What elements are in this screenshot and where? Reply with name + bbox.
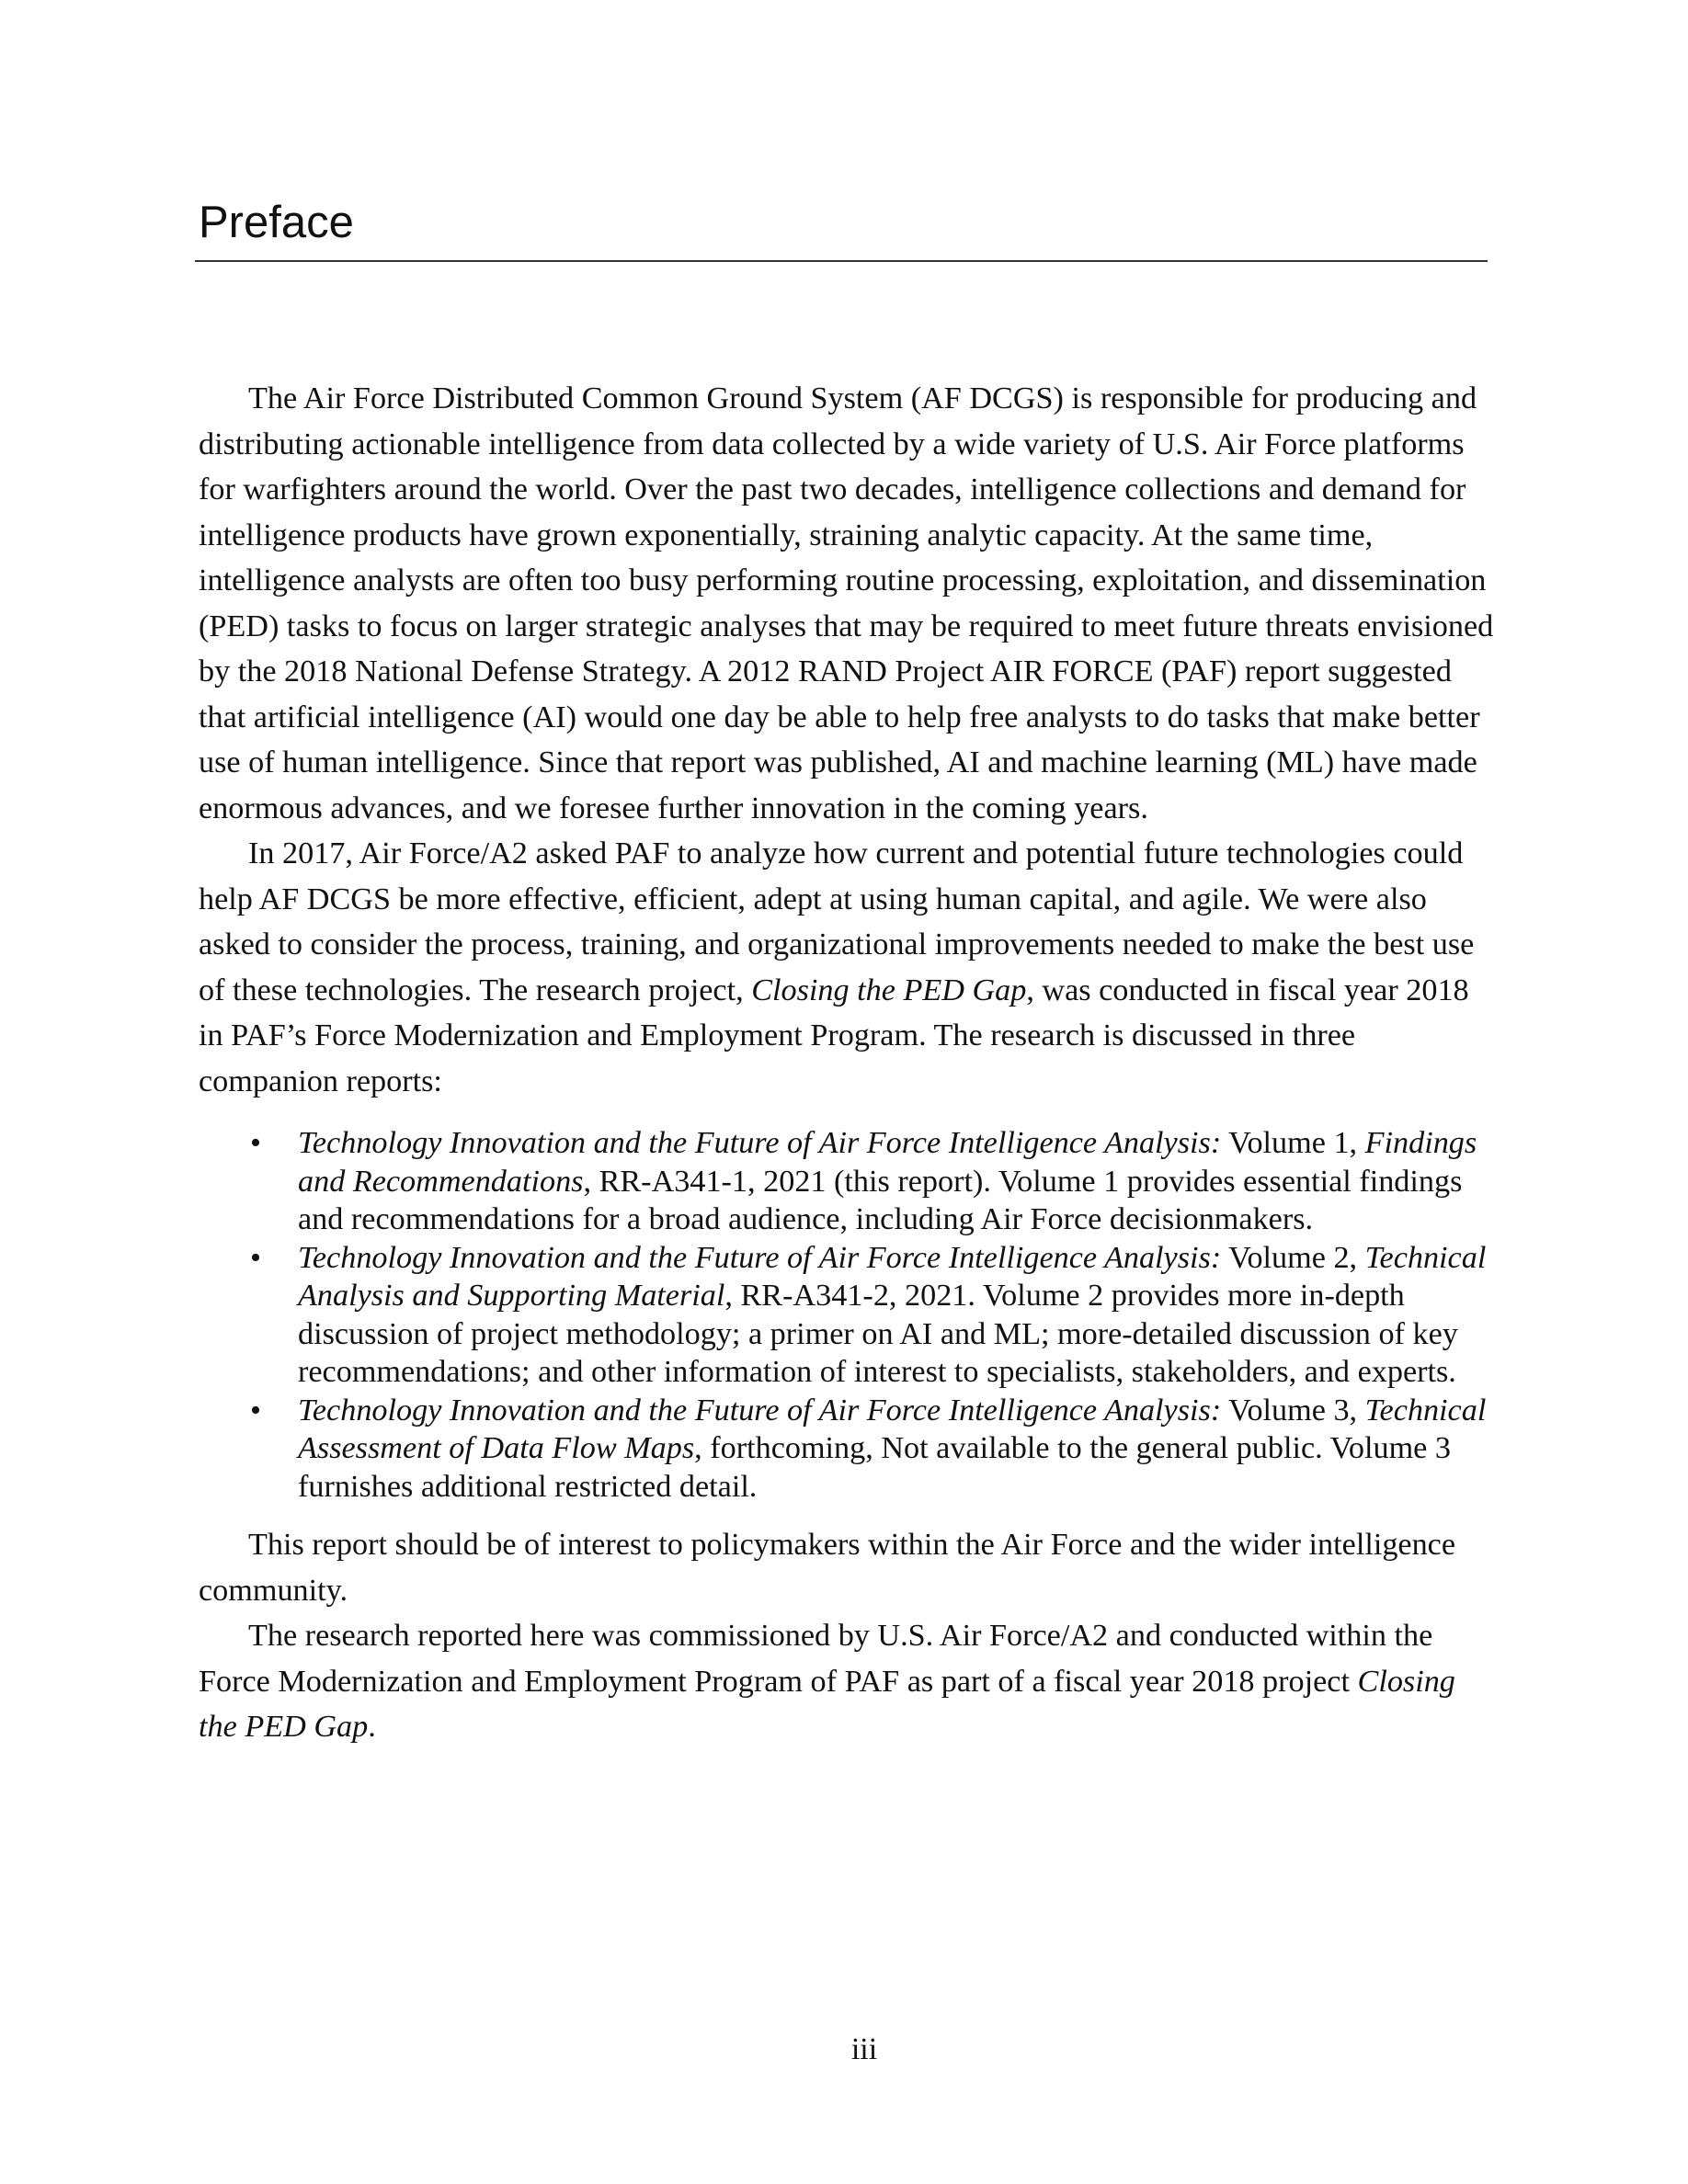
- report-details: , RR-A341-2, 2021. Volume 2 provides more in-depth discussion of project methodology; a primer on AI and ML; more-detailed discussion of key recommendations; and other information of interest to specialists, stakeholders, and experts.: [298, 1279, 1458, 1389]
- page-number: iii: [850, 2032, 878, 2066]
- report-series-title: Technology Innovation and the Future of Air Force Intelligence Analysis:: [298, 1240, 1222, 1275]
- bullet-icon: •: [250, 1126, 261, 1160]
- report-volume: Volume 2,: [1221, 1240, 1365, 1275]
- companion-report-item: [199, 1124, 1495, 1239]
- report-series-title: Technology Innovation and the Future of Air Force Intelligence Analysis:: [298, 1126, 1222, 1160]
- page-title: Preface: [199, 198, 354, 247]
- bullet-icon: •: [250, 1240, 261, 1275]
- paragraph-research-scope-text-end: , was conducted in fiscal year 2018 in PAF’s Force Modernization and Employment Program. The research is discussed in three companion reports:: [199, 973, 1469, 1098]
- project-title-emphasis: Closing the PED Gap: [199, 1664, 1455, 1744]
- paragraph-commission-text-end: .: [368, 1710, 376, 1744]
- report-details: , RR-A341-1, 2021 (this report). Volume 1 provides essential findings and recommendations for a broad audience, including Air Force decisionmakers.: [298, 1164, 1463, 1236]
- report-subtitle: Technical Analysis and Supporting Material: [298, 1240, 1487, 1313]
- report-details: , forthcoming, Not available to the general public. Volume 3 furnishes additional restricted detail.: [298, 1431, 1451, 1504]
- companion-reports-list: [199, 1124, 1495, 1506]
- companion-report-item: [199, 1392, 1495, 1507]
- paragraph-research-scope-text: In 2017, Air Force/A2 asked PAF to analyze how current and potential future technologies could help AF DCGS be more effective, efficient, adept at using human capital, and agile. We were also asked to consider the process, training, and organizational improvements needed to make the best use of these technologies. The research project,: [199, 836, 1475, 1007]
- report-subtitle: Technical Assessment of Data Flow Maps: [298, 1393, 1487, 1465]
- report-volume: Volume 1,: [1221, 1126, 1365, 1160]
- report-volume: Volume 3,: [1221, 1393, 1365, 1428]
- title-divider: [195, 260, 1488, 262]
- paragraph-af-dcgs-overview: The Air Force Distributed Common Ground System (AF DCGS) is responsible for producing and distributing actionable intelligence from data collected by a wide variety of U.S. Air Force platforms for warfighters around the world. Over the past two decades, intelligence collections and demand for intelligence products have grown exponentially, straining analytic capacity. At the same time, intelligence analysts are often too busy performing routine processing, exploitation, and dissemination (PED) tasks to focus on larger strategic analyses that may be required to meet future threats envisioned by the 2018 National Defense Strategy. A 2012 RAND Project AIR FORCE (PAF) report suggested that artificial intelligence (AI) would one day be able to help free analysts to do tasks that make better use of human intelligence. Since that report was published, AI and machine learning (ML) have made enormous advances, and we foresee further innovation in the coming years.: [199, 381, 1494, 825]
- report-series-title: Technology Innovation and the Future of Air Force Intelligence Analysis:: [298, 1393, 1222, 1428]
- project-title-emphasis: Closing the PED Gap: [751, 973, 1027, 1007]
- paragraph-research-scope: [199, 831, 1495, 1104]
- paragraph-commission-text: The research reported here was commissioned by U.S. Air Force/A2 and conducted within the Force Modernization and Employment Program of PAF as part of a fiscal year 2018 project: [199, 1619, 1433, 1699]
- report-subtitle: Findings and Recommendations: [298, 1126, 1477, 1199]
- paragraph-audience: This report should be of interest to policymakers within the Air Force and the wider intelligence community.: [199, 1528, 1456, 1608]
- companion-report-item: [199, 1239, 1495, 1392]
- bullet-icon: •: [250, 1393, 261, 1428]
- preface-body: [199, 376, 1495, 1750]
- paragraph-commission: [199, 1613, 1495, 1750]
